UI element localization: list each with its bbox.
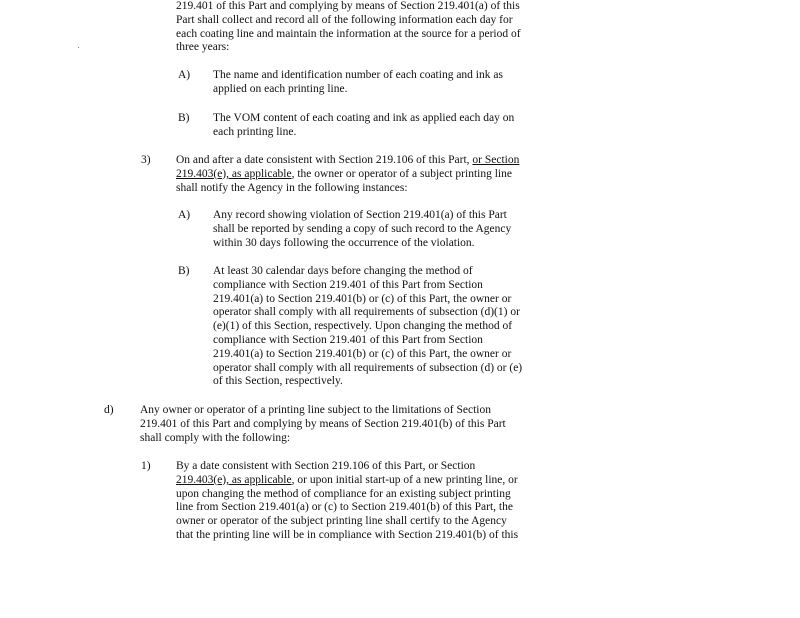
subsection-d-text: [140, 404, 506, 445]
text-line: The VOM content of each coating and ink as applied each day on: [213, 112, 515, 124]
text-line: At least 30 calendar days before changing the method of: [213, 265, 473, 277]
text-line: 219.401(a) to Section 219.401(b) or (c) of this Part, the owner or: [213, 347, 512, 360]
section-reference-link[interactable]: 219.403(e), as applicable: [176, 167, 292, 180]
text-line: that the printing line will be in compliance with Section 219.401(b) of this: [176, 528, 519, 541]
text-line: 219.401(a) to Section 219.401(b) or (c) of this Part, the owner or: [213, 292, 512, 305]
item-label-2a: A): [178, 69, 191, 81]
item-d1-text: [176, 460, 518, 543]
text-run: On and after a date consistent with Section 219.106 of this Part,: [176, 154, 473, 166]
text-line: [176, 154, 519, 168]
text-line: shall comply with the following:: [140, 431, 291, 444]
subsection-label-d: d): [104, 404, 114, 416]
item-label-3b: B): [178, 265, 190, 277]
text-line: 219.401 of this Part and complying by means of Section 219.401(a) of this: [176, 0, 520, 12]
item-3-text: [176, 154, 519, 195]
text-line: 219.401 of this Part and complying by means of Section 219.401(b) of this Part: [140, 417, 506, 430]
intro-paragraph: [176, 0, 521, 55]
text-line: three years:: [176, 41, 230, 54]
item-label-d1: 1): [141, 460, 151, 472]
text-line: within 30 days following the occurrence of the violation.: [213, 236, 475, 249]
text-line: Part shall collect and record all of the following information each day for: [176, 13, 513, 26]
item-2a-text: [213, 69, 503, 97]
text-line: applied on each printing line.: [213, 82, 348, 95]
text-line: of this Section, respectively.: [213, 375, 343, 388]
item-2b-text: [213, 112, 514, 140]
item-3a-text: [213, 209, 511, 250]
section-reference-link[interactable]: 219.403(e), as applicable: [176, 473, 292, 486]
text-line: shall be reported by sending a copy of such record to the Agency: [213, 222, 512, 235]
text-line: [176, 474, 518, 488]
text-line: operator shall comply with all requirements of subsection (d)(1) or: [213, 306, 520, 319]
text-line: line from Section 219.401(a) or (c) to Section 219.401(b) of this Part, the: [176, 501, 513, 514]
text-line: each printing line.: [213, 125, 297, 138]
text-line: operator shall comply with all requirements of subsection (d) or (e): [213, 361, 523, 374]
text-line: The name and identification number of each coating and ink as: [213, 69, 503, 81]
text-line: By a date consistent with Section 219.106 of this Part, or Section: [176, 460, 476, 472]
text-line: owner or operator of the subject printing line shall certify to the Agency: [176, 515, 507, 528]
text-line: [176, 168, 519, 182]
section-reference-link[interactable]: or Section: [472, 154, 520, 166]
item-label-2b: B): [178, 112, 190, 124]
text-line: compliance with Section 219.401 of this Part from Section: [213, 278, 483, 291]
text-line: (e)(1) of this Section, respectively. Upon changing the method of: [213, 320, 513, 333]
text-line: compliance with Section 219.401 of this Part from Section: [213, 333, 483, 346]
text-line: Any record showing violation of Section 219.401(a) of this Part: [213, 209, 507, 221]
text-line: upon changing the method of compliance for an existing subject printing: [176, 487, 511, 500]
scan-speck: [78, 47, 79, 48]
text-line: each coating line and maintain the information at the source for a period of: [176, 27, 521, 40]
item-3b-text: [213, 265, 522, 389]
text-run: , the owner or operator of a subject printing line: [291, 167, 512, 180]
item-label-3a: A): [178, 209, 191, 221]
item-label-3: 3): [141, 154, 151, 166]
text-line: shall notify the Agency in the following instances:: [176, 181, 408, 194]
text-line: Any owner or operator of a printing line subject to the limitations of Section: [140, 404, 491, 416]
text-run: , or upon initial start-up of a new printing line, or: [291, 473, 518, 486]
